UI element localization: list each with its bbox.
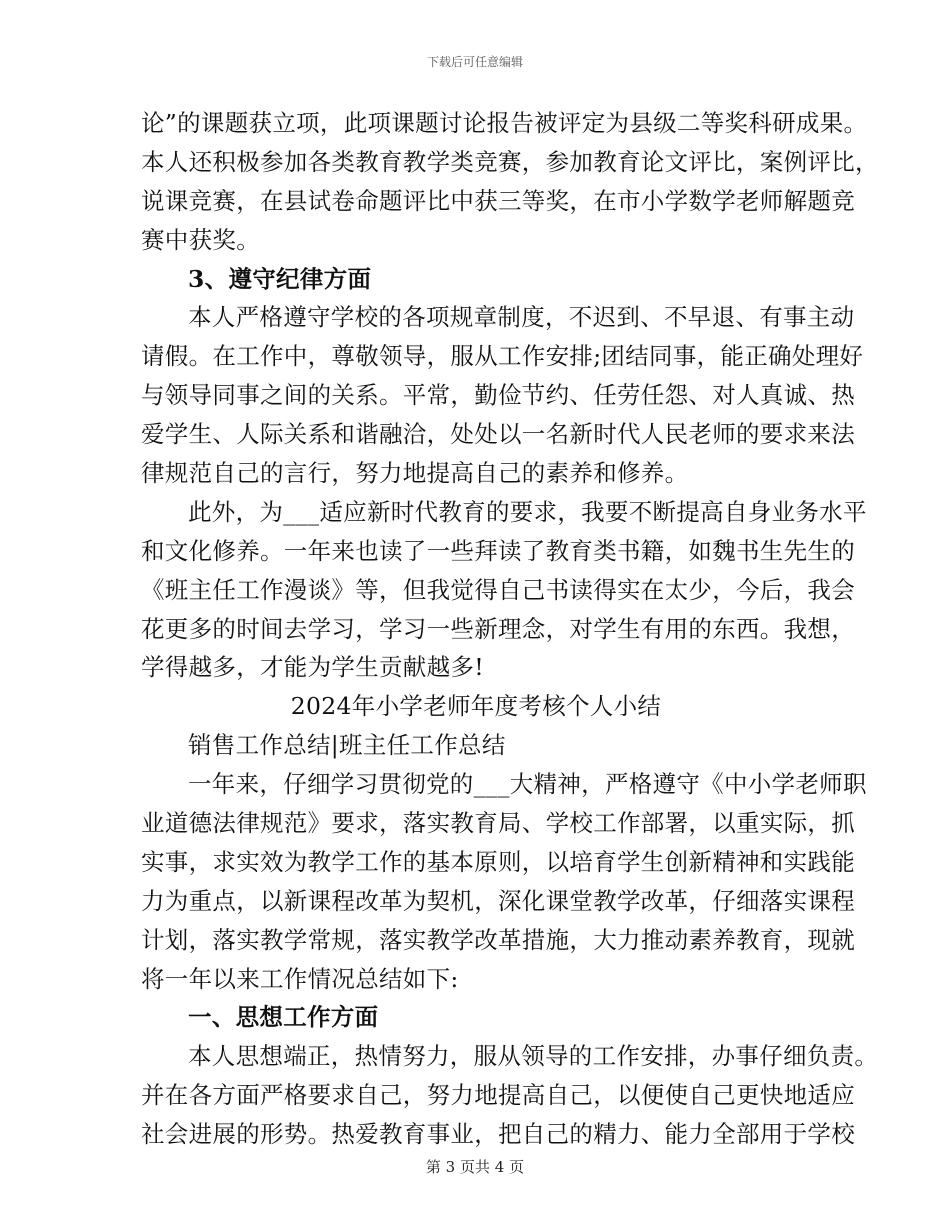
body-text-line: 将一年以来工作情况总结如下:	[141, 964, 459, 993]
body-text-line: 爱学生、人际关系和谐融洽，处处以一名新时代人民老师的要求来法	[141, 420, 855, 449]
document-body	[141, 104, 879, 1154]
body-text-line: 学得越多，才能为学生贡献越多!	[141, 653, 484, 682]
section-title: 2024年小学老师年度考核个人小结	[290, 692, 662, 721]
body-text-line: 说课竞赛，在县试卷命题评比中获三等奖，在市小学数学老师解题竞	[141, 186, 855, 215]
section-heading: 一、思想工作方面	[188, 1003, 379, 1032]
body-text-line: 《班主任工作漫谈》等，但我觉得自己书读得实在太少，今后，我会	[141, 575, 855, 604]
body-text-line: 并在各方面严格要求自己，努力地提高自己，以便使自己更快地适应	[141, 1081, 855, 1110]
body-text-line: 此外，为___适应新时代教育的要求，我要不断提高自身业务水平	[188, 497, 867, 526]
section-heading: 3、遵守纪律方面	[188, 264, 372, 293]
body-text-line: 本人还积极参加各类教育教学类竞赛，参加教育论文评比，案例评比，	[141, 147, 879, 176]
body-text-line: 销售工作总结|班主任工作总结	[188, 731, 506, 760]
body-text-line: 请假。在工作中，尊敬领导，服从工作安排;团结同事，能正确处理好	[141, 342, 864, 371]
body-text-line: 本人严格遵守学校的各项规章制度，不迟到、不早退、有事主动	[188, 303, 855, 332]
body-text-line: 赛中获奖。	[141, 225, 260, 254]
page-footer: 第 3 页共 4 页	[425, 1158, 525, 1176]
body-text-line: 力为重点，以新课程改革为契机，深化课堂教学改革，仔细落实课程	[141, 886, 855, 915]
body-text-line: 和文化修养。一年来也读了一些拜读了教育类书籍，如魏书生先生的	[141, 536, 855, 565]
body-text-line: 花更多的时间去学习，学习一些新理念，对学生有用的东西。我想，	[141, 614, 855, 643]
body-text-line: 实事，求实效为教学工作的基本原则，以培育学生创新精神和实践能	[141, 847, 855, 876]
body-text-line: 与领导同事之间的关系。平常，勤俭节约、任劳任怨、对人真诚、热	[141, 381, 855, 410]
body-text-line: 业道德法律规范》要求，落实教育局、学校工作部署，以重实际，抓	[141, 809, 855, 838]
body-text-line: 论”的课题获立项，此项课题讨论报告被评定为县级二等奖科研成果。	[141, 109, 868, 137]
body-text-line: 律规范自己的言行，努力地提高自己的素养和修养。	[141, 459, 689, 488]
body-text-line: 一年来，仔细学习贯彻党的___大精神，严格遵守《中小学老师职	[188, 770, 867, 799]
body-text-line: 社会进展的形势。热爱教育事业，把自己的精力、能力全部用于学校	[141, 1120, 855, 1149]
body-text-line: 本人思想端正，热情努力，服从领导的工作安排，办事仔细负责。	[188, 1042, 879, 1071]
body-text-line: 计划，落实教学常规，落实教学改革措施，大力推动素养教育，现就	[141, 925, 855, 954]
page-header: 下载后可任意编辑	[426, 55, 523, 69]
